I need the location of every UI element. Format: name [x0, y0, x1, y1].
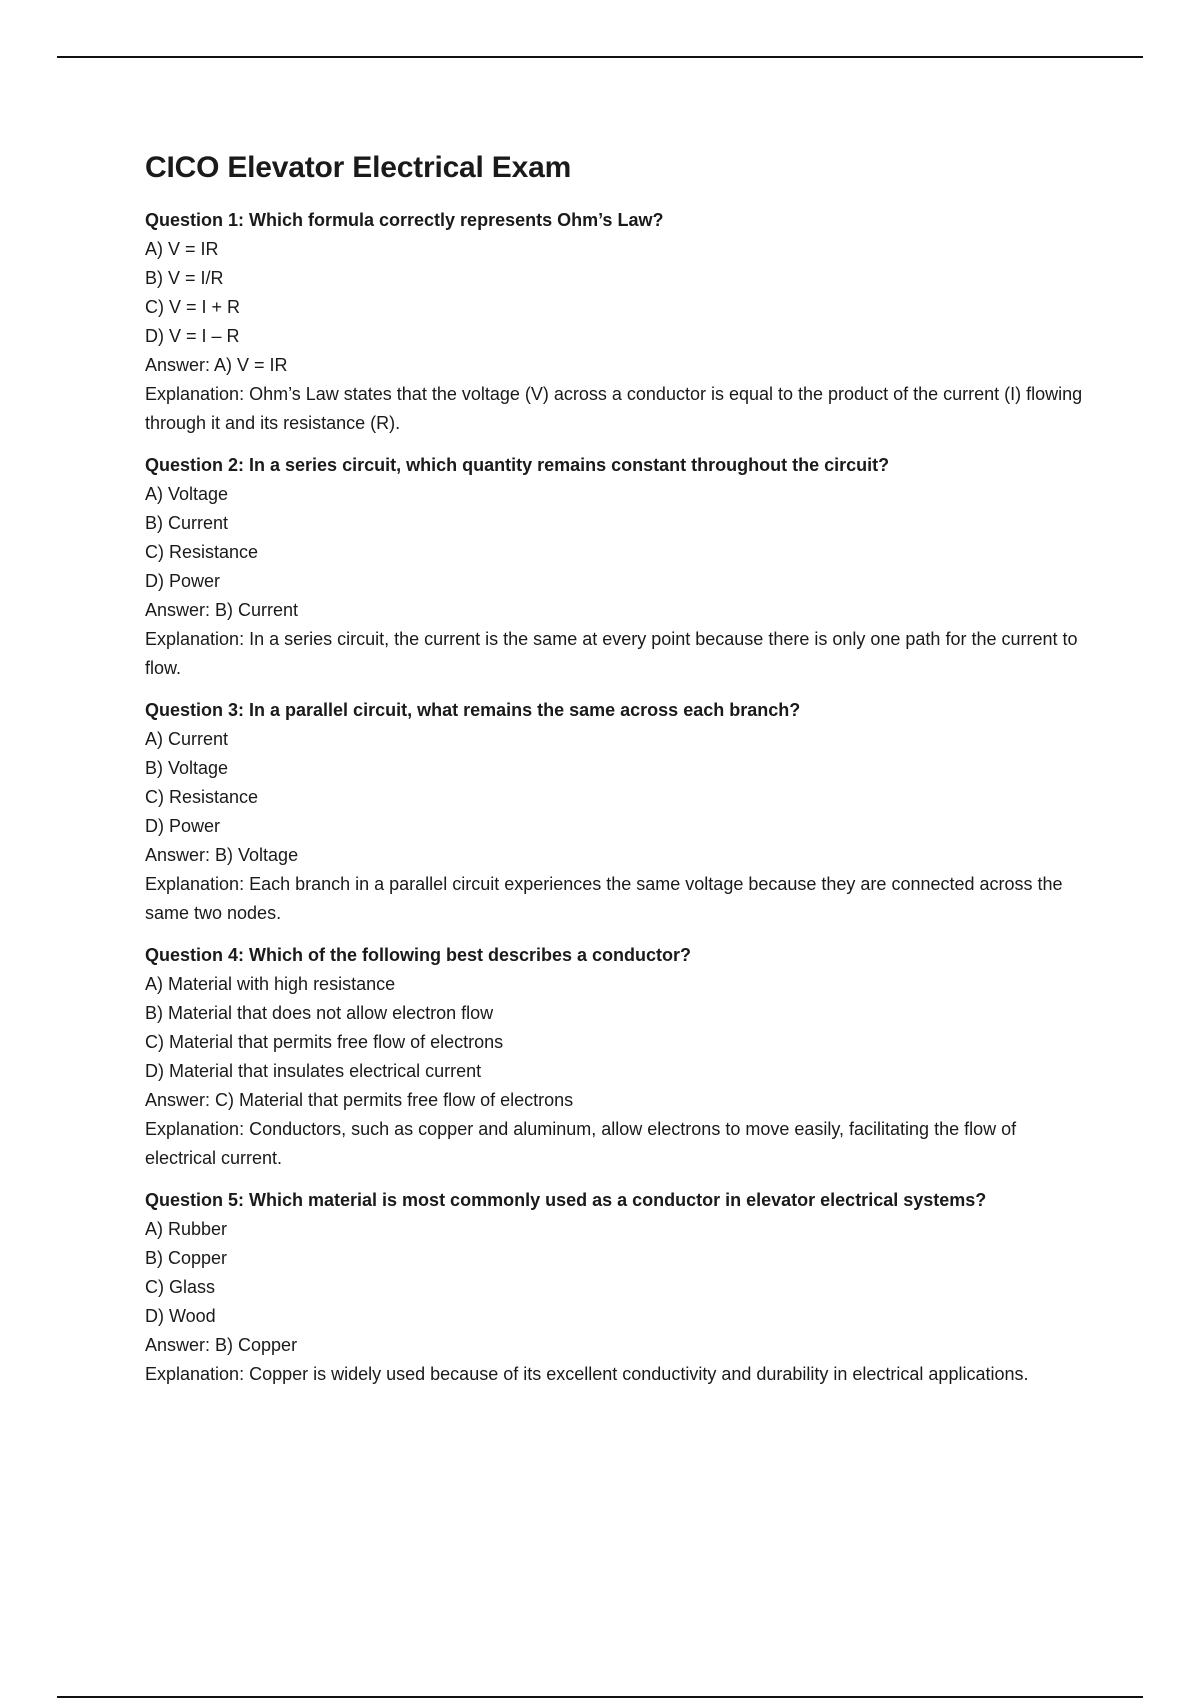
- answer-line: Answer: A) V = IR: [145, 355, 288, 375]
- option-d: D) Wood: [145, 1306, 216, 1326]
- question-block: [145, 941, 1085, 1173]
- explanation-text: Explanation: Conductors, such as copper and aluminum, allow electrons to move easily, facilitating the flow of electrical current.: [145, 1119, 1017, 1168]
- option-b: B) Voltage: [145, 758, 229, 778]
- question-text: Question 3: In a parallel circuit, what remains the same across each branch?: [145, 700, 801, 720]
- answer-line: Answer: B) Current: [145, 600, 299, 620]
- option-d: D) V = I – R: [145, 326, 240, 346]
- option-b: B) V = I/R: [145, 268, 224, 288]
- explanation-text: Explanation: Ohm’s Law states that the voltage (V) across a conductor is equal to the product of the current (I) flowing through it and its resistance (R).: [145, 384, 1083, 433]
- question-block: [145, 1186, 1085, 1389]
- option-c: C) Glass: [145, 1277, 216, 1297]
- option-d: D) Material that insulates electrical current: [145, 1061, 482, 1081]
- answer-line: Answer: C) Material that permits free flow of electrons: [145, 1090, 574, 1110]
- option-d: D) Power: [145, 816, 221, 836]
- document-title: CICO Elevator Electrical Exam: [145, 151, 572, 184]
- option-b: B) Current: [145, 513, 229, 533]
- option-a: A) V = IR: [145, 239, 219, 259]
- question-text: Question 5: Which material is most commonly used as a conductor in elevator electrical systems?: [145, 1190, 987, 1210]
- answer-line: Answer: B) Voltage: [145, 845, 299, 865]
- footer-rule: [57, 1696, 1143, 1698]
- question-text: Question 4: Which of the following best describes a conductor?: [145, 945, 692, 965]
- option-a: A) Voltage: [145, 484, 229, 504]
- question-block: [145, 451, 1085, 683]
- answer-line: Answer: B) Copper: [145, 1335, 298, 1355]
- explanation-text: Explanation: Each branch in a parallel circuit experiences the same voltage because they are connected across the same two nodes.: [145, 874, 1063, 923]
- option-c: C) Resistance: [145, 542, 259, 562]
- question-block: [145, 206, 1085, 438]
- question-text: Question 2: In a series circuit, which quantity remains constant throughout the circuit?: [145, 455, 890, 475]
- option-c: C) Material that permits free flow of electrons: [145, 1032, 504, 1052]
- header-rule: [57, 56, 1143, 58]
- document-content: [145, 148, 1085, 1402]
- question-block: [145, 696, 1085, 928]
- option-c: C) Resistance: [145, 787, 259, 807]
- question-text: Question 1: Which formula correctly represents Ohm’s Law?: [145, 210, 664, 230]
- explanation-text: Explanation: In a series circuit, the current is the same at every point because there is only one path for the current to flow.: [145, 629, 1078, 678]
- option-a: A) Current: [145, 729, 229, 749]
- option-c: C) V = I + R: [145, 297, 241, 317]
- option-b: B) Copper: [145, 1248, 228, 1268]
- option-d: D) Power: [145, 571, 221, 591]
- explanation-text: Explanation: Copper is widely used because of its excellent conductivity and durability in electrical applications.: [145, 1364, 1029, 1384]
- option-b: B) Material that does not allow electron flow: [145, 1003, 494, 1023]
- option-a: A) Material with high resistance: [145, 974, 396, 994]
- option-a: A) Rubber: [145, 1219, 228, 1239]
